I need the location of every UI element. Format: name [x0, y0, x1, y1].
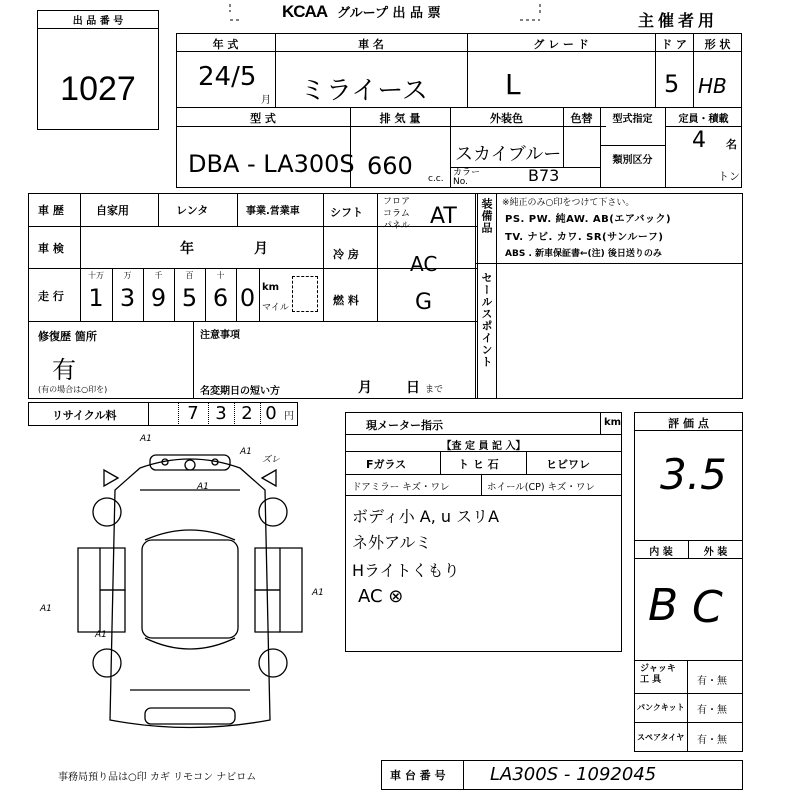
mileage-digit-2: 9 [150, 284, 167, 312]
lot-number: 1027 [60, 70, 136, 108]
puncture-label: パンクキット [637, 703, 685, 712]
mirror-label[interactable]: ドアミラー キズ・ワレ [352, 482, 450, 493]
class-label: 類別区分 [612, 155, 653, 166]
caution-label: 注意事項 [200, 330, 240, 341]
recycle-digit-0: 7 [187, 403, 199, 424]
diagram-mark-rear-left: A1 [95, 630, 107, 640]
form-title: グループ 出 品 票 [337, 6, 441, 21]
capacity-value: 4 [692, 128, 706, 153]
front-glass-label: Fガラス [366, 458, 407, 471]
brand-logo: KCAA [282, 2, 328, 21]
digit-header-0: 十万 [88, 271, 104, 280]
equipment-note: ※純正のみ○印をつけて下さい。 [502, 198, 635, 208]
history-label: 車 歴 [38, 204, 64, 217]
diagram-mark-left-side: A1 [40, 604, 52, 614]
recycle-unit: 円 [284, 411, 294, 422]
model-label: 型 式 [250, 112, 276, 125]
diagram-mark-hood: A1 [197, 482, 209, 492]
glass-options[interactable]: ト ヒ 石 [458, 458, 499, 471]
crack-label[interactable]: ヒビワレ [546, 458, 590, 471]
displacement-unit: c.c. [428, 174, 444, 184]
doors-value: 5 [664, 70, 680, 98]
exterior-value: C [692, 582, 723, 633]
type-spec-label: 型式指定 [612, 114, 653, 125]
spare-value[interactable]: 有・無 [697, 735, 727, 746]
history-business[interactable]: 事業.営業車 [246, 206, 300, 217]
repair-value: 有 [52, 356, 76, 384]
chassis-value: LA300S - 1092045 [490, 764, 657, 785]
grade-value: L [505, 68, 521, 101]
mileage-aux-box [292, 276, 318, 312]
shape-label: 形 状 [704, 38, 731, 51]
car-name-value: ミライース [300, 76, 428, 106]
equipment-side-label: 装備品 [480, 198, 493, 234]
mileage-digit-1: 3 [119, 284, 136, 312]
shift-panel[interactable]: パネル [383, 221, 411, 231]
displacement-label: 排 気 量 [379, 112, 421, 125]
car-name-label: 車 名 [358, 38, 384, 51]
note-line1: ボディ小 A, u スリA [352, 507, 500, 526]
history-rental[interactable]: レンタ [176, 204, 209, 217]
interior-label: 内 装 [649, 547, 673, 558]
shape-value: HB [698, 74, 727, 98]
lot-number-label: 出 品 番 号 [72, 16, 124, 27]
doors-label: ド ア [661, 38, 687, 51]
capacity-unit: 名 [726, 138, 737, 151]
repair-note: (有の場合は○印を) [38, 385, 108, 394]
year-label: 年 式 [212, 38, 239, 51]
form-role: 主催者用 [638, 11, 719, 30]
score-label: 評 価 点 [668, 417, 709, 430]
shift-value: AT [430, 204, 457, 229]
diagram-mark-front-left: A1 [140, 434, 152, 444]
note-line2: ネ外アルミ [352, 533, 432, 552]
digit-header-4: 十 [216, 271, 225, 280]
inspector-label: 【査 定 員 記 入】 [441, 441, 526, 452]
displacement-value: 660 [367, 152, 413, 180]
ac-label: 冷 房 [333, 248, 359, 261]
digit-header-3: 百 [185, 271, 194, 280]
capacity-label: 定員・積載 [678, 114, 729, 125]
mileage-label: 走 行 [38, 290, 64, 303]
diagram-mark-front-right: A1 [240, 447, 252, 457]
puncture-value[interactable]: 有・無 [697, 705, 727, 716]
mileage-digit-5: 0 [239, 284, 256, 312]
interior-value: B [648, 580, 679, 631]
recycle-digit-3: 0 [265, 403, 277, 424]
shift-column[interactable]: コラム [383, 209, 410, 219]
meter-unit: km [604, 417, 622, 428]
chassis-label: 車 台 番 号 [390, 769, 446, 782]
recolor-label: 色替 [570, 112, 593, 125]
fuel-value: G [415, 290, 433, 315]
note-line3: Hライトくもり [352, 561, 460, 580]
color-number-label: カラー No. [453, 168, 481, 187]
wheel-label[interactable]: ホイール(CP) キズ・ワレ [487, 482, 595, 493]
shift-floor[interactable]: フロア [383, 197, 411, 207]
diagram-mark-bumper: ズレ [262, 455, 281, 465]
note-line4: AC ⊗ [358, 586, 404, 607]
inspection-label: 車 検 [38, 242, 64, 255]
equipment-line2: TV. ナビ. カワ. SR(サンルーフ) [505, 232, 664, 243]
equipment-line1: PS. PW. 純AW. AB(エアバック) [505, 214, 672, 225]
model-value: DBA - LA300S [188, 150, 355, 178]
color-value: スカイブルー [455, 144, 562, 165]
spare-label: スペアタイヤ [637, 733, 685, 742]
office-note: 事務局預り品は○印 カギ リモコン ナビロム [58, 772, 257, 783]
diagram-mark-right-side: A1 [312, 588, 324, 598]
mileage-unit-km[interactable]: km [262, 282, 280, 293]
header-title [282, 2, 441, 22]
color-number-value: B73 [528, 166, 560, 185]
score-value: 3.5 [660, 450, 727, 499]
name-change-day: 日 [406, 380, 420, 396]
mileage-digit-0: 1 [88, 284, 104, 312]
color-label: 外装色 [490, 112, 523, 125]
inspection-year: 年 [180, 241, 194, 257]
ac-value: AC [410, 252, 438, 276]
load-unit: トン [718, 170, 740, 183]
fuel-label: 燃 料 [333, 294, 359, 307]
mileage-digit-4: 6 [212, 284, 229, 312]
digit-header-2: 千 [154, 271, 163, 280]
year-value: 24/5 [198, 62, 257, 92]
meter-label: 現メーター指示 [366, 419, 443, 432]
jack-value[interactable]: 有・無 [697, 676, 727, 687]
jack-label: ジャッキ 工 具 [640, 664, 676, 685]
digit-header-1: 万 [123, 271, 132, 280]
grade-label: グ レ ー ド [533, 38, 589, 51]
name-change-until: まで [425, 385, 444, 395]
shift-label: シフト [330, 206, 363, 219]
recycle-digit-1: 3 [215, 403, 227, 424]
inspection-month: 月 [254, 241, 268, 257]
month-mark: 月 [261, 95, 271, 106]
recycle-label: リサイクル料 [52, 409, 117, 422]
history-private[interactable]: 自家用 [96, 204, 129, 217]
repair-label: 修復歴 箇所 [38, 330, 97, 343]
mileage-digit-3: 5 [181, 284, 198, 312]
recycle-digit-2: 2 [241, 403, 253, 424]
exterior-label: 外 装 [703, 547, 728, 558]
name-change-month: 月 [358, 380, 372, 396]
name-change-label: 名変期日の短い方 [200, 386, 280, 397]
equipment-line3: ABS . 新車保証書←(注) 後日送りのみ [505, 249, 662, 259]
sales-point-label: セールスポイント [480, 272, 493, 368]
mileage-unit-mile[interactable]: マイル [262, 303, 289, 313]
